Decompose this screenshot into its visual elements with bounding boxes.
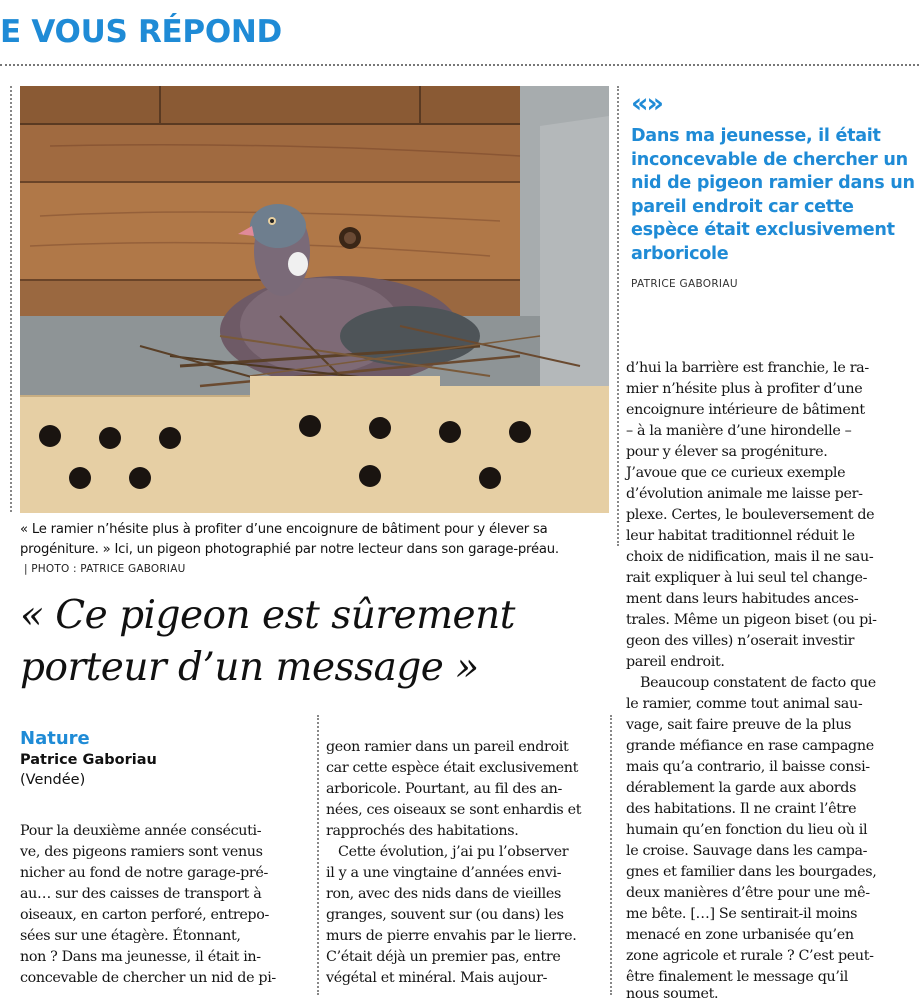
body-line: sées sur une étagère. Étonnant,: [20, 928, 241, 944]
body-line: dérablement la garde aux abords: [626, 780, 857, 796]
body-line: d’hui la barrière est franchie, le ra-: [626, 360, 869, 376]
body-line: concevable de chercher un nid de pi-: [20, 970, 276, 986]
body-line: ment dans leurs habitudes ances-: [626, 591, 859, 607]
body-line: geon des villes) n’oserait investir: [626, 633, 855, 649]
pull-quote-author: PATRICE GABORIAU: [631, 278, 738, 290]
body-line: des habitations. Il ne craint l’être: [626, 801, 857, 817]
body-line: il y a une vingtaine d’années envi-: [326, 865, 562, 881]
body-line: Cette évolution, j’ai pu l’observer: [338, 844, 569, 860]
body-line: car cette espèce était exclusivement: [326, 760, 579, 776]
body-line: nous soumet.: [626, 988, 719, 1000]
body-line: – à la manière d’une hirondelle –: [626, 423, 852, 439]
body-line: gnes et familier dans les bourgades,: [626, 864, 877, 880]
body-line: nicher au fond de notre garage-pré-: [20, 865, 268, 881]
photo-caption: « Le ramier n’hésite plus à profiter d’une encoignure de bâtiment pour y élever sa progéniture. » Ici, un pigeon photographié par notre lecteur dans son garage-préau.: [20, 522, 559, 557]
body-line: deux manières d’être pour une mê-: [626, 885, 870, 901]
body-line: arboricole. Pourtant, au fil des an-: [326, 781, 562, 797]
body-line: trales. Même un pigeon biset (ou pi-: [626, 612, 877, 628]
body-line: murs de pierre envahis par le lierre.: [326, 928, 577, 944]
body-line: rapprochés des habitations.: [326, 823, 519, 839]
body-line: Pour la deuxième année consécuti-: [20, 823, 262, 839]
body-line: geon ramier dans un pareil endroit: [326, 739, 569, 755]
body-line: d’évolution animale me laisse per-: [626, 486, 863, 502]
body-line: pour y élever sa progéniture.: [626, 444, 828, 460]
body-line: J’avoue que ce curieux exemple: [626, 465, 846, 481]
rubric-label: Nature: [20, 728, 90, 749]
headline-line-1: « Ce pigeon est sûrement: [20, 593, 515, 638]
photo-credit: | PHOTO : PATRICE GABORIAU: [24, 563, 186, 575]
column-rule-left: [10, 86, 12, 512]
column-rule-1: [317, 715, 319, 995]
section-title: E VOUS RÉPOND: [0, 14, 282, 50]
body-line: non ? Dans ma jeunesse, il était in-: [20, 949, 261, 965]
body-line: ve, des pigeons ramiers sont venus: [20, 844, 263, 860]
body-line: plexe. Certes, le bouleversement de: [626, 507, 875, 523]
section-divider: [0, 64, 919, 66]
pull-quote: Dans ma jeunesse, il était inconcevable de chercher un nid de pigeon ramier dans un pareil endroit car cette espèce était exclusivement arboricole: [631, 126, 915, 264]
body-line: oiseaux, en carton perforé, entrepo-: [20, 907, 269, 923]
author-location: (Vendée): [20, 772, 86, 788]
body-line: grande méfiance en rase campagne: [626, 738, 874, 754]
body-line: menacé en zone urbanisée qu’en: [626, 927, 854, 943]
body-line: pareil endroit.: [626, 654, 725, 670]
body-line: mais qu’a contrario, il baisse consi-: [626, 759, 870, 775]
body-line: végétal et minéral. Mais aujour-: [326, 970, 548, 986]
body-line: être finalement le message qu’il: [626, 969, 848, 985]
body-line: ron, avec des nids dans de vieilles: [326, 886, 561, 902]
body-line: choix de nidification, mais il ne sau-: [626, 549, 874, 565]
body-line: me bête. […] Se sentirait-il moins: [626, 906, 858, 922]
body-line: mier n’hésite plus à profiter d’une: [626, 381, 863, 397]
pigeon-nest-photo: [20, 86, 609, 513]
author-name: Patrice Gaboriau: [20, 752, 157, 768]
body-line: Beaucoup constatent de facto que: [640, 675, 876, 691]
body-line: au… sur des caisses de transport à: [20, 886, 262, 902]
column-rule-2: [610, 715, 612, 995]
body-line: vage, sait faire preuve de la plus: [626, 717, 852, 733]
body-line: le ramier, comme tout animal sau-: [626, 696, 863, 712]
quote-marks-icon: «»: [631, 88, 662, 119]
body-line: humain qu’en fonction du lieu où il: [626, 822, 868, 838]
body-line: zone agricole et rurale ? C’est peut-: [626, 948, 874, 964]
body-line: C’était déjà un premier pas, entre: [326, 949, 561, 965]
body-line: encoignure intérieure de bâtiment: [626, 402, 865, 418]
body-line: le croise. Sauvage dans les campa-: [626, 843, 868, 859]
column-rule-right: [617, 86, 619, 546]
body-line: rait expliquer à lui seul tel change-: [626, 570, 868, 586]
article-headline: [20, 590, 620, 694]
body-line: leur habitat traditionnel réduit le: [626, 528, 855, 544]
body-line: nées, ces oiseaux se sont enhardis et: [326, 802, 582, 818]
body-line: granges, souvent sur (ou dans) les: [326, 907, 564, 923]
headline-line-2: porteur d’un message »: [20, 645, 479, 690]
